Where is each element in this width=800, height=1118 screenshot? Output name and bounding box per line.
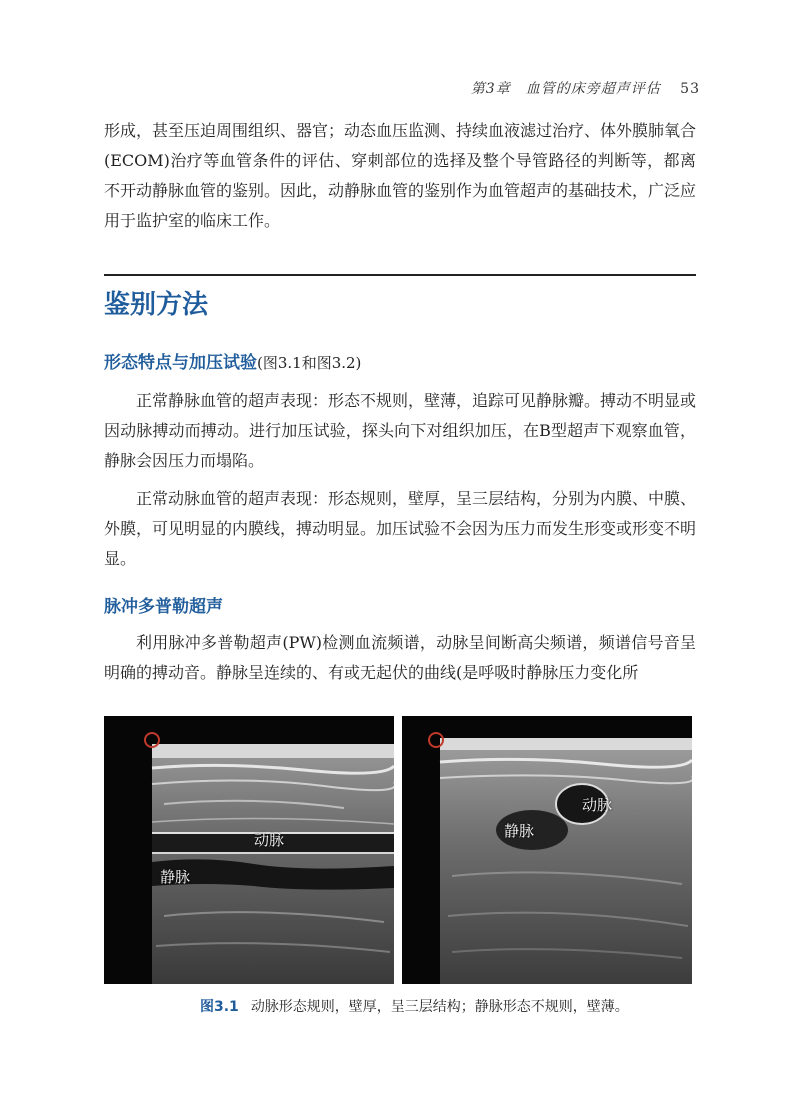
section-title: 鉴别方法	[104, 290, 209, 320]
subsection-title-doppler: 脉冲多普勒超声	[104, 597, 223, 617]
probe-orientation-icon	[428, 732, 444, 748]
vein-description-paragraph: 正常静脉血管的超声表现：形态不规则，壁薄，追踪可见静脉瓣。搏动不明显或因动脉搏动而搏动。进行加压试验，探头向下对组织加压，在B型超声下观察血管，静脉会因压力而塌陷。	[104, 391, 697, 470]
artery-label: 动脉	[582, 796, 613, 814]
ultrasound-transverse-graphic	[402, 716, 692, 984]
ultrasound-image-longitudinal	[104, 716, 394, 984]
ultrasound-image-transverse	[402, 716, 692, 984]
figure-reference: (图3.1和图3.2)	[257, 354, 362, 372]
doppler-paragraph: 利用脉冲多普勒超声(PW)检测血流频谱，动脉呈间断高尖频谱，频谱信号音呈明确的搏动音。静脉呈连续的、有或无起伏的曲线(是呼吸时静脉压力变化所	[104, 633, 696, 682]
running-header	[430, 78, 700, 98]
figure-caption-text: 动脉形态规则，壁厚，呈三层结构；静脉形态不规则，壁薄。	[250, 999, 629, 1015]
intro-paragraph: 形成，甚至压迫周围组织、器官；动态血压监测、持续血液滤过治疗、体外膜肺氧合(ECOM)治疗等血管条件的评估、穿刺部位的选择及整个导管路径的判断等，都离不开动静脉血管的鉴别。因此，动静脉血管的鉴别作为血管超声的基础技术，广泛应用于监护室的临床工作。	[104, 121, 697, 230]
page-number: 53	[680, 81, 700, 97]
figure-caption	[200, 996, 629, 1016]
vein-label: 静脉	[504, 822, 535, 840]
artery-label: 动脉	[254, 831, 285, 849]
figure-number: 图3.1	[200, 999, 239, 1015]
subsection-title-morphology	[104, 348, 361, 373]
ultrasound-longitudinal-graphic	[104, 716, 394, 984]
probe-orientation-icon	[144, 732, 160, 748]
chapter-title: 第3章 血管的床旁超声评估	[470, 81, 661, 97]
section-divider	[104, 274, 696, 276]
vein-label: 静脉	[160, 868, 191, 886]
subsection-title-text: 形态特点与加压试验	[104, 353, 257, 373]
artery-description-paragraph: 正常动脉血管的超声表现：形态规则，壁厚，呈三层结构，分别为内膜、中膜、外膜，可见明显的内膜线，搏动明显。加压试验不会因为压力而发生形变或形变不明显。	[104, 489, 697, 568]
